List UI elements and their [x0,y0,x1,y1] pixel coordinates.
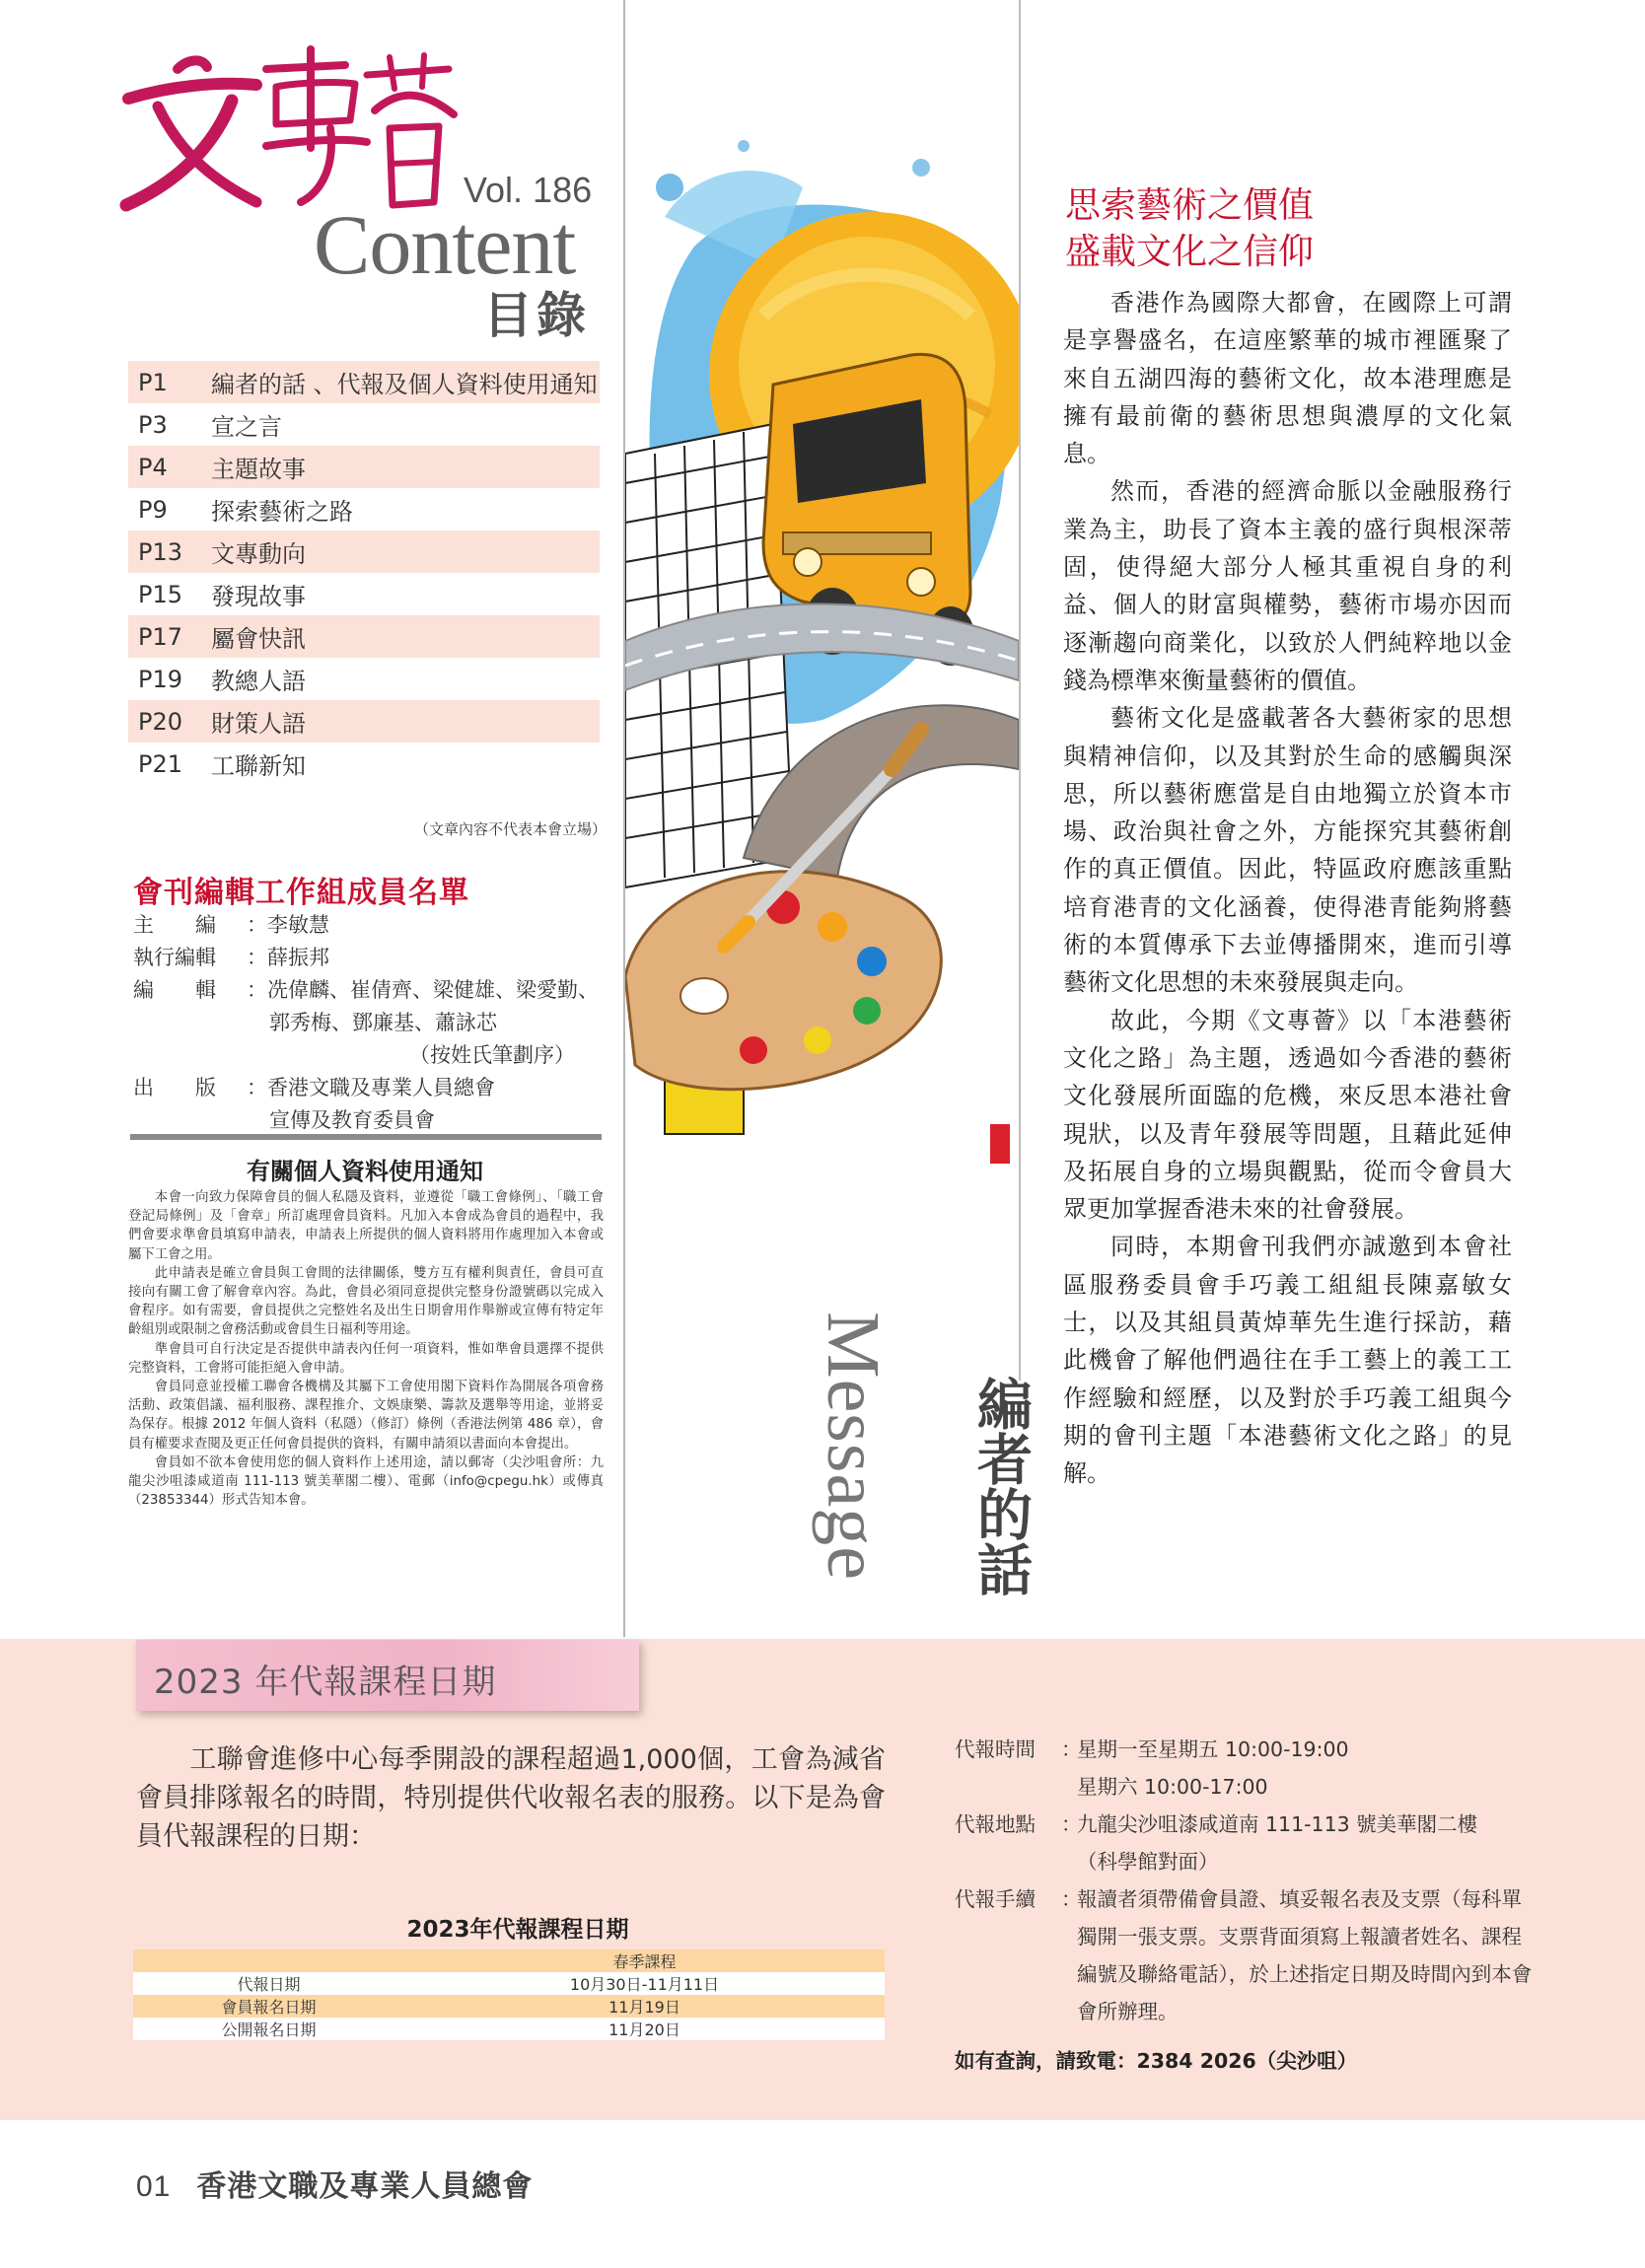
paint-splash [912,159,930,177]
service-key: 代報地點 [955,1812,1036,1836]
committee-row [133,909,599,942]
toc-title: 教總人語 [211,668,306,695]
committee-role: 主 編 [133,913,216,937]
editorial-paragraph: 故此，今期《文專薈》以「本港藝術文化之路」為主題，透過如今香港的藝術文化發展所面臨的危機，來反思本港社會現狀，以及青年發展等問題，且藉此延伸及拓展自身的立場與觀點，從而令會員大眾更加掌握香港未來的社會發展。 [1063,1006,1512,1224]
colon: ： [1061,1887,1082,1911]
paint-splash [738,140,750,152]
committee-role [133,1039,409,1072]
toc-title: 工聯新知 [211,752,306,780]
colon: ： [1061,1812,1082,1836]
toc-item[interactable] [128,573,600,615]
toc-page: P17 [138,622,183,651]
service-line: 星期一至星期五 10:00-19:00 [1077,1737,1349,1761]
toc-title: 探索藝術之路 [211,498,353,526]
committee-members: （按姓氏筆劃序） [409,1043,575,1067]
committee-members: 冼偉麟、崔倩齊、梁健雄、梁愛勤、 [267,978,599,1002]
message-heading: Message [812,1311,894,1581]
service-line: 星期六 10:00-17:00 [1077,1775,1268,1799]
volume-number: Vol. 186 [464,170,593,210]
service-line: （科學館對面） [1077,1850,1219,1874]
toc-item[interactable] [128,700,600,743]
committee-role [133,1007,269,1039]
divider [130,1134,602,1140]
table-of-contents [128,361,600,785]
privacy-paragraph: 會員如不欲本會使用您的個人資料作上述用途，請以郵寄（尖沙咀會所：九龍尖沙咀漆咸道南 111-113 號美華閣二樓）、電郵（info@cpegu.hk）或傳真（23853344）形式告知本會。 [128,1454,604,1509]
privacy-paragraph: 本會一向致力保障會員的個人私隱及資料，並遵從「職工會條例」、「職工會登記局條例」及「會章」所訂處理會員資料。凡加入本會成為會員的過程中，我們會要求準會員填寫申請表，申請表上所提供的個人資料將用作處理加入本會或屬下工會之用。 [128,1190,604,1262]
privacy-notice-body [128,1188,604,1510]
table-header-cell: 春季課程 [404,1949,885,1972]
toc-title: 發現故事 [211,583,306,610]
toc-item[interactable] [128,488,600,531]
table-row [133,1995,885,2018]
editorial-title-line: 思索藝術之價值 [1065,185,1315,226]
toc-item[interactable] [128,403,600,446]
table-header-row [133,1949,885,1972]
service-value [1077,1806,1537,1880]
editorial-title-line: 盛載文化之信仰 [1065,232,1315,272]
toc-page: P21 [138,749,183,778]
schedule-table [133,1949,885,2040]
committee-list [133,909,599,1137]
toc-item[interactable] [128,361,600,403]
toc-title: 文專動向 [211,540,306,568]
service-line: 報讀者須帶備會員證、填妥報名表及支票（每科單獨開一張支票。支票背面須寫上報讀者姓名、課程編號及聯絡電話），於上述指定日期及時間內到本會會所辦理。 [1077,1887,1533,2023]
service-row [955,1806,1537,1880]
committee-title: 會刊編輯工作組成員名單 [133,876,469,910]
course-intro [136,1740,886,1856]
privacy-notice-title: 有關個人資料使用通知 [247,1158,483,1185]
toc-page: P4 [138,453,168,481]
table-cell: 11月19日 [404,1995,885,2018]
enquiry-line: 如有查詢，請致電：2384 2026（尖沙咀） [955,2049,1358,2073]
service-key: 代報手續 [955,1887,1036,1911]
toc-page: P20 [138,707,183,736]
privacy-paragraph: 會員同意並授權工聯會各機構及其屬下工會使用閣下資料作為開展各項會務活動、政策倡議、福利服務、課程推介、文娛康樂、籌款及選舉等用途，並將妥為保存。根據 2012 年個人資料（私隱）（修訂）條例（香港法例第 486 章），會員有權要求查閱及更正任何會員提供的資料，有關申請須以書面向本會提出。 [128,1380,604,1452]
editors-note-heading: 編者的話 [968,1376,1033,1596]
committee-role: 執行編輯 [133,946,216,969]
toc-page: P15 [138,580,183,608]
table-cell: 11月20日 [404,2018,885,2040]
editorial-paragraph: 藝術文化是盛載著各大藝術家的思想與精神信仰，以及其對於生命的感觸與深思，所以藝術應當是自由地獨立於資本市場、政治與社會之外，方能探究其藝術創作的真正價值。因此，特區政府應該重點培育港青的文化涵養，使得港青能夠將藝術的本質傳承下去並傳播開來，進而引導藝術文化思想的未來發展與走向。 [1063,704,1512,997]
toc-page: P9 [138,495,168,524]
service-value [1077,1880,1537,2030]
committee-row [133,1104,599,1137]
red-accent-bar [990,1124,1010,1164]
committee-role [133,1104,269,1137]
colon: ： [1061,1737,1082,1761]
committee-row [133,1007,599,1039]
toc-page: P1 [138,368,168,396]
editorial-paragraph: 香港作為國際大都會，在國際上可謂是享譽盛名，在這座繁華的城市裡匯聚了來自五湖四海的藝術文化，故本港理應是擁有最前衛的藝術思想與濃厚的文化氣息。 [1063,289,1512,468]
committee-members: 宣傳及教育委員會 [269,1108,435,1132]
paint-splash [656,174,683,201]
page-footer [136,2162,533,2205]
content-heading: Content [314,197,576,292]
committee-row [133,1039,599,1072]
committee-members: 郭秀梅、鄧廉基、蕭詠芯 [269,1011,497,1034]
toc-page: P13 [138,537,183,566]
table-row [133,2018,885,2040]
committee-role: 編 輯 [133,978,216,1002]
table-header-cell [133,1949,404,1972]
table-row [133,1972,885,1995]
editorial-paragraph: 同時，本期會刊我們亦誠邀到本會社區服務委員會手巧義工組組長陳嘉敏女士，以及其組員黃焯華先生進行採訪，藉此機會了解他們過往在手工藝上的義工工作經驗和經歷，以及對於手巧義工組與今期的會刊主題「本港藝術文化之路」的見解。 [1063,1233,1512,1488]
committee-members: 香港文職及專業人員總會 [267,1076,495,1099]
committee-row [133,974,599,1007]
toc-title: 宣之言 [211,413,282,441]
service-key: 代報時間 [955,1737,1036,1761]
colon: ： [247,913,267,937]
service-line: 九龍尖沙咀漆咸道南 111-113 號美華閣二樓 [1077,1812,1478,1836]
editorial-body [1063,284,1512,1493]
toc-item[interactable] [128,743,600,785]
toc-page: P3 [138,410,168,439]
organisation-name: 香港文職及專業人員總會 [196,2169,534,2204]
privacy-paragraph: 準會員可自行決定是否提供申請表內任何一項資料，惟如準會員選擇不提供完整資料，工會將可能拒絕入會申請。 [128,1341,604,1376]
colon: ： [247,946,267,969]
toc-title: 屬會快訊 [211,625,306,653]
contents-heading-zh: 目錄 [483,287,590,344]
toc-title: 財策人語 [211,710,306,738]
colon: ： [247,1076,267,1099]
toc-item[interactable] [128,615,600,658]
cover-illustration [625,128,1019,1164]
toc-item[interactable] [128,531,600,573]
toc-title: 主題故事 [211,456,306,483]
table-cell: 代報日期 [133,1972,404,1995]
committee-members: 李敏慧 [267,913,329,937]
service-row [955,1880,1537,2030]
toc-item[interactable] [128,658,600,700]
disclaimer-note: （文章內容不代表本會立場） [414,820,608,838]
table-cell: 會員報名日期 [133,1995,404,2018]
column-rule [1019,0,1021,1381]
committee-row [133,942,599,974]
colon: ： [247,978,267,1002]
table-cell: 公開報名日期 [133,2018,404,2040]
table-cell: 10月30日-11月11日 [404,1972,885,1995]
committee-row [133,1072,599,1104]
service-value [1077,1731,1537,1806]
editorial-title [1065,182,1314,275]
committee-role: 出 版 [133,1076,216,1099]
service-details [955,1731,1537,2030]
committee-members: 薛振邦 [267,946,329,969]
privacy-paragraph: 此申請表是確立會員與工會間的法律關係，雙方互有權利與責任，會員可直接向有關工會了解會章內容。為此，會員必須同意提供完整身份證號碼以完成入會程序。如有需要，會員提供之完整姓名及出生日期會用作舉辦或宣傳有特定年齡組別或限制之會務活動或會員生日福利等用途。 [128,1265,604,1338]
toc-page: P19 [138,665,183,693]
page-number: 01 [136,2170,172,2203]
course-intro-text: 工聯會進修中心每季開設的課程超過1,000個，工會為減省會員排隊報名的時間，特別提供代收報名表的服務。以下是為會員代報課程的日期： [136,1744,886,1852]
service-row [955,1731,1537,1806]
toc-title: 編者的話 、代報及個人資料使用通知 [211,371,598,398]
toc-item[interactable] [128,446,600,488]
schedule-table-title: 2023年代報課程日期 [406,1917,629,1943]
course-section-title: 2023 年代報課程日期 [154,1663,497,1702]
editorial-paragraph: 然而，香港的經濟命脈以金融服務行業為主，助長了資本主義的盛行與根深蒂固，使得絕大部分人極其重視自身的利益、個人的財富與權勢，藝術市場亦因而逐漸趨向商業化，以致於人們純粹地以金錢為標準來衡量藝術的價值。 [1063,477,1512,694]
